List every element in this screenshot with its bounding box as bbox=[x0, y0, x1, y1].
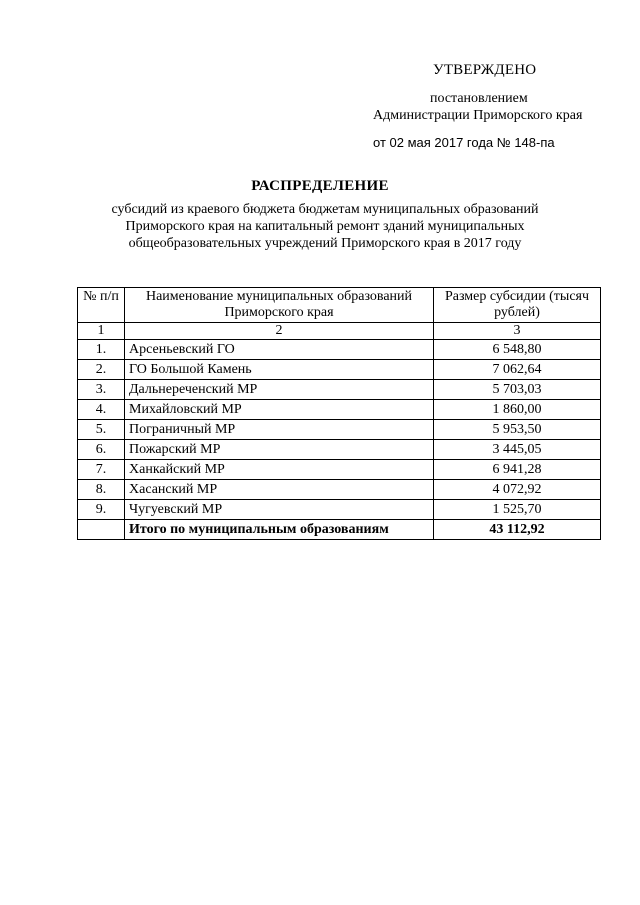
table-row bbox=[78, 500, 601, 520]
row-value: 7 062,64 bbox=[434, 360, 601, 380]
row-name: Михайловский МР bbox=[125, 400, 434, 420]
row-value: 6 548,80 bbox=[434, 340, 601, 360]
row-name: Пограничный МР bbox=[125, 420, 434, 440]
total-label: Итого по муниципальным образованиям bbox=[125, 520, 434, 540]
row-num: 4. bbox=[78, 400, 125, 420]
row-num: 6. bbox=[78, 440, 125, 460]
row-num: 3. bbox=[78, 380, 125, 400]
subtitle-line: Приморского края на капитальный ремонт зданий муниципальных bbox=[125, 219, 525, 234]
row-num: 7. bbox=[78, 460, 125, 480]
row-name: Дальнереченский МР bbox=[125, 380, 434, 400]
subtitle-line: субсидий из краевого бюджета бюджетам муниципальных образований bbox=[111, 202, 539, 217]
approval-title: УТВЕРЖДЕНО bbox=[433, 62, 537, 78]
header-value: Размер субсидии (тысяч рублей) bbox=[434, 288, 601, 323]
table-header-row bbox=[78, 288, 601, 323]
row-num: 8. bbox=[78, 480, 125, 500]
document-title: РАСПРЕДЕЛЕНИЕ bbox=[251, 178, 389, 194]
header-name: Наименование муниципальных образований Приморского края bbox=[125, 288, 434, 323]
row-value: 5 953,50 bbox=[434, 420, 601, 440]
total-row bbox=[78, 520, 601, 540]
table-row bbox=[78, 360, 601, 380]
total-num bbox=[78, 520, 125, 540]
table-row bbox=[78, 440, 601, 460]
row-value: 6 941,28 bbox=[434, 460, 601, 480]
row-name: Хасанский МР bbox=[125, 480, 434, 500]
row-num: 5. bbox=[78, 420, 125, 440]
column-index: 1 bbox=[78, 323, 125, 340]
row-name: Чугуевский МР bbox=[125, 500, 434, 520]
table-row bbox=[78, 340, 601, 360]
approval-line-1: постановлением bbox=[430, 91, 528, 106]
row-value: 4 072,92 bbox=[434, 480, 601, 500]
row-value: 3 445,05 bbox=[434, 440, 601, 460]
table-row bbox=[78, 420, 601, 440]
approval-line-2: Администрации Приморского края bbox=[373, 108, 583, 123]
header-num: № п/п bbox=[78, 288, 125, 323]
row-name: Ханкайский МР bbox=[125, 460, 434, 480]
row-value: 1 860,00 bbox=[434, 400, 601, 420]
table-row bbox=[78, 380, 601, 400]
approval-stamp: от 02 мая 2017 года № 148-па bbox=[373, 135, 555, 150]
column-index-row bbox=[78, 323, 601, 340]
row-num: 9. bbox=[78, 500, 125, 520]
row-name: ГО Большой Камень bbox=[125, 360, 434, 380]
row-num: 2. bbox=[78, 360, 125, 380]
column-index: 2 bbox=[125, 323, 434, 340]
table-row bbox=[78, 480, 601, 500]
table-row bbox=[78, 460, 601, 480]
row-value: 5 703,03 bbox=[434, 380, 601, 400]
document-subtitle bbox=[90, 201, 560, 252]
total-value: 43 112,92 bbox=[434, 520, 601, 540]
row-name: Пожарский МР bbox=[125, 440, 434, 460]
row-name: Арсеньевский ГО bbox=[125, 340, 434, 360]
row-num: 1. bbox=[78, 340, 125, 360]
row-value: 1 525,70 bbox=[434, 500, 601, 520]
table-row bbox=[78, 400, 601, 420]
column-index: 3 bbox=[434, 323, 601, 340]
distribution-table bbox=[77, 287, 601, 540]
subtitle-line: общеобразовательных учреждений Приморского края в 2017 году bbox=[128, 236, 522, 251]
